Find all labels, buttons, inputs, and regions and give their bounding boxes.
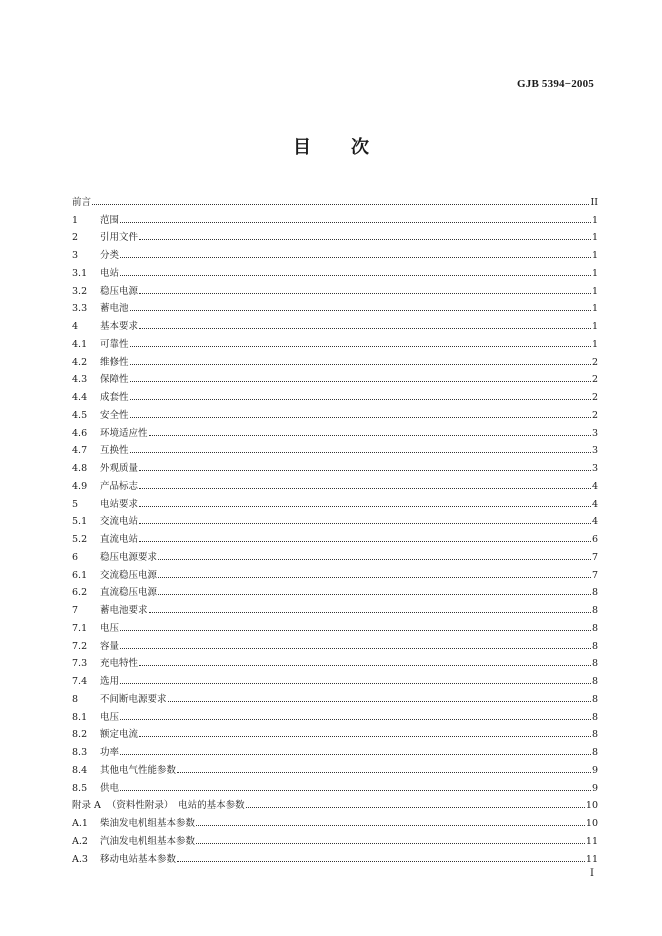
toc-entry[interactable] [72,758,598,776]
toc-entry-label: 前言 [72,196,92,208]
toc-entry-label: 外观质量 [100,463,139,474]
toc-entry-number: 附录 A [72,800,101,812]
toc-entry-page: 7 [591,551,598,563]
toc-entry-label: 环境适应性 [100,427,148,439]
title-char-right: 次 [351,137,369,158]
toc-entry-page: 4 [591,498,598,510]
toc-entry-number: 4.1 [72,338,88,350]
toc-entry[interactable] [72,794,598,812]
toc-entry-number: 7.4 [72,676,88,687]
toc-leader-dots [139,523,591,524]
toc-leader-dots [120,683,591,684]
toc-entry-number: 7 [72,605,79,616]
toc-entry-page: 8 [591,640,598,652]
toc-entry-number: 7.1 [72,622,88,634]
toc-leader-dots [139,506,591,507]
toc-leader-dots [177,772,591,773]
toc-leader-dots [139,293,591,294]
toc-entry-page: 1 [591,232,598,244]
toc-leader-dots [158,559,591,560]
toc-leader-dots [139,541,591,542]
toc-leader-dots [130,364,591,365]
toc-entry-label: 电站 [100,267,120,279]
toc-entry[interactable] [72,669,598,687]
footer-page-number: I [590,868,594,879]
toc-entry[interactable] [72,385,598,403]
toc-entry[interactable] [72,581,598,599]
toc-entry[interactable] [72,368,598,386]
toc-entry[interactable] [72,687,598,705]
toc-entry-page: II [590,196,598,208]
toc-entry-label: 电压 [100,711,120,723]
toc-entry-page: 1 [591,338,598,350]
toc-leader-dots [120,257,591,258]
toc-entry-page: 8 [591,693,598,705]
toc-entry[interactable] [72,474,598,492]
toc-entry-number: 4.8 [72,463,88,474]
toc-entry[interactable] [72,226,598,244]
toc-entry-number: 4.5 [72,409,88,421]
toc-entry-label: 交流稳压电源 [100,569,158,581]
toc-entry-number: 7.3 [72,658,88,670]
toc-leader-dots [139,328,591,329]
toc-entry-number: 8.1 [72,711,88,723]
toc-entry-page: 8 [591,622,598,634]
toc-entry-number: 3.3 [72,303,88,315]
toc-entry-label: 蓄电池 [100,303,129,315]
toc-entry[interactable] [72,314,598,332]
toc-entry-page: 9 [591,764,598,776]
toc-entry-label: 容量 [100,640,120,652]
toc-leader-dots [158,577,591,578]
standard-code: GJB 5394−2005 [516,78,594,90]
toc-entry-number: 8 [72,693,79,705]
toc-entry-label: 产品标志 [100,480,139,492]
toc-entry-page: 1 [591,285,598,297]
toc-entry-page: 10 [585,818,598,829]
toc-entry-number: 8.3 [72,747,88,758]
toc-entry-number: 3 [72,250,79,261]
toc-entry-number: 8.2 [72,729,88,741]
toc-entry-label: 保障性 [100,374,129,386]
toc-entry-page: 3 [591,463,598,474]
toc-entry-label: 电站要求 [100,498,139,510]
toc-entry[interactable] [72,208,598,226]
toc-entry-number: 6 [72,551,79,563]
toc-entry-page: 10 [585,800,598,812]
table-of-contents [72,190,598,865]
toc-entry-number: 4.6 [72,427,88,439]
toc-entry-page: 1 [591,321,598,332]
toc-entry-number: 5.2 [72,534,88,545]
toc-entry-label: 交流电站 [100,516,139,528]
toc-leader-dots [196,825,585,826]
toc-entry-number: 4.3 [72,374,88,386]
toc-entry-page: 8 [591,676,598,687]
toc-entry[interactable] [72,776,598,794]
toc-entry[interactable] [72,723,598,741]
toc-entry-page: 1 [591,303,598,315]
toc-leader-dots [139,470,591,471]
toc-entry-label: 互换性 [100,445,129,457]
toc-entry-page: 11 [585,835,598,847]
toc-entry[interactable] [72,350,598,368]
toc-leader-dots [130,346,591,347]
toc-leader-dots [130,381,591,382]
toc-entry-label: 维修性 [100,356,129,368]
toc-entry-page: 1 [591,250,598,261]
toc-entry[interactable] [72,456,598,474]
toc-entry-number: 6.2 [72,587,88,599]
toc-entry[interactable] [72,563,598,581]
toc-leader-dots [158,594,591,595]
toc-leader-dots [139,665,591,666]
toc-leader-dots [246,807,585,808]
toc-entry-page: 2 [591,392,598,403]
toc-entry-page: 4 [591,516,598,528]
toc-entry-number: 5.1 [72,516,88,528]
toc-entry[interactable] [72,279,598,297]
toc-entry-number: 4.7 [72,445,88,457]
toc-entry-label: 额定电流 [100,729,139,741]
toc-entry-number: 1 [72,214,79,226]
toc-entry-page: 2 [591,356,598,368]
toc-leader-dots [139,239,591,240]
toc-leader-dots [120,222,591,223]
toc-entry[interactable] [72,811,598,829]
toc-leader-dots [130,452,591,453]
toc-entry[interactable] [72,297,598,315]
toc-entry-label: 功率 [100,747,120,758]
toc-entry-label: 移动电站基本参数 [100,853,177,865]
toc-entry-number: 4.4 [72,392,88,403]
toc-entry-number: A.1 [72,818,88,829]
toc-entry-number: 4.2 [72,356,88,368]
toc-leader-dots [168,701,591,702]
toc-entry-label: 稳压电源要求 [100,551,158,563]
toc-entry[interactable] [72,243,598,261]
toc-entry-label: 基本要求 [100,321,139,332]
toc-entry-label: 柴油发电机组基本参数 [100,818,196,829]
toc-entry[interactable] [72,652,598,670]
toc-entry[interactable] [72,421,598,439]
toc-entry-number: 8.4 [72,764,88,776]
toc-entry-number: A.3 [72,853,88,865]
toc-entry-number: 8.5 [72,782,88,794]
toc-entry[interactable] [72,403,598,421]
toc-entry-label: 直流稳压电源 [100,587,158,599]
toc-leader-dots [120,754,591,755]
toc-entry-label: 电压 [100,622,120,634]
toc-entry-label: 直流电站 [100,534,139,545]
toc-entry-number: 3.1 [72,267,88,279]
toc-leader-dots [120,790,591,791]
toc-leader-dots [130,417,591,418]
toc-entry-page: 8 [591,658,598,670]
toc-entry[interactable] [72,705,598,723]
page-title [0,133,662,159]
toc-entry-label: 稳压电源 [100,285,139,297]
toc-entry[interactable] [72,847,598,865]
toc-entry-page: 11 [585,853,598,865]
toc-entry[interactable] [72,545,598,563]
toc-entry-label: 范围 [100,214,120,226]
toc-entry-page: 8 [591,587,598,599]
title-char-left: 目 [293,137,311,158]
toc-entry-number: 5 [72,498,79,510]
toc-entry-label: 分类 [100,250,120,261]
toc-entry-page: 9 [591,782,598,794]
toc-leader-dots [130,399,591,400]
toc-leader-dots [120,719,591,720]
toc-entry[interactable] [72,439,598,457]
toc-entry-number: 7.2 [72,640,88,652]
toc-entry-page: 8 [591,729,598,741]
toc-entry[interactable] [72,261,598,279]
toc-entry-page: 4 [591,480,598,492]
toc-leader-dots [120,648,591,649]
toc-entry-label: 选用 [100,676,120,687]
toc-entry[interactable] [72,190,598,208]
toc-entry-page: 8 [591,747,598,758]
toc-leader-dots [130,310,591,311]
toc-entry-page: 8 [591,605,598,616]
toc-entry-label: 不间断电源要求 [100,693,167,705]
toc-leader-dots [149,612,591,613]
toc-entry[interactable] [72,510,598,528]
toc-entry[interactable] [72,616,598,634]
toc-entry[interactable] [72,527,598,545]
toc-entry-number: 2 [72,232,79,244]
toc-entry-page: 6 [591,534,598,545]
toc-leader-dots [196,843,585,844]
toc-entry[interactable] [72,332,598,350]
toc-entry-page: 3 [591,445,598,457]
toc-entry-page: 8 [591,711,598,723]
toc-entry-page: 2 [591,374,598,386]
toc-entry-label: 蓄电池要求 [100,605,148,616]
toc-leader-dots [92,204,589,205]
toc-leader-dots [177,861,585,862]
toc-entry-label: 可靠性 [100,338,129,350]
toc-leader-dots [149,435,591,436]
toc-entry-label: 安全性 [100,409,129,421]
toc-entry[interactable] [72,829,598,847]
toc-entry-label: 汽油发电机组基本参数 [100,835,196,847]
toc-entry-page: 1 [591,214,598,226]
toc-leader-dots [120,630,591,631]
toc-entry-label: 引用文件 [100,232,139,244]
toc-entry-label: 供电 [100,782,120,794]
toc-leader-dots [120,275,591,276]
toc-entry-label: 其他电气性能参数 [100,764,177,776]
toc-entry-number: 3.2 [72,285,88,297]
toc-entry[interactable] [72,634,598,652]
toc-entry[interactable] [72,598,598,616]
toc-entry-page: 7 [591,569,598,581]
toc-entry[interactable] [72,492,598,510]
toc-entry-page: 3 [591,427,598,439]
toc-entry-label: 充电特性 [100,658,139,670]
toc-entry-page: 1 [591,267,598,279]
toc-entry-page: 2 [591,409,598,421]
toc-entry[interactable] [72,740,598,758]
toc-leader-dots [139,488,591,489]
toc-entry-label: 成套性 [100,392,129,403]
toc-entry-number: 6.1 [72,569,88,581]
toc-entry-number: 4 [72,321,79,332]
toc-entry-label: （资料性附录） 电站的基本参数 [106,800,245,812]
toc-entry-number: 4.9 [72,480,88,492]
toc-leader-dots [139,736,591,737]
toc-entry-number: A.2 [72,835,88,847]
